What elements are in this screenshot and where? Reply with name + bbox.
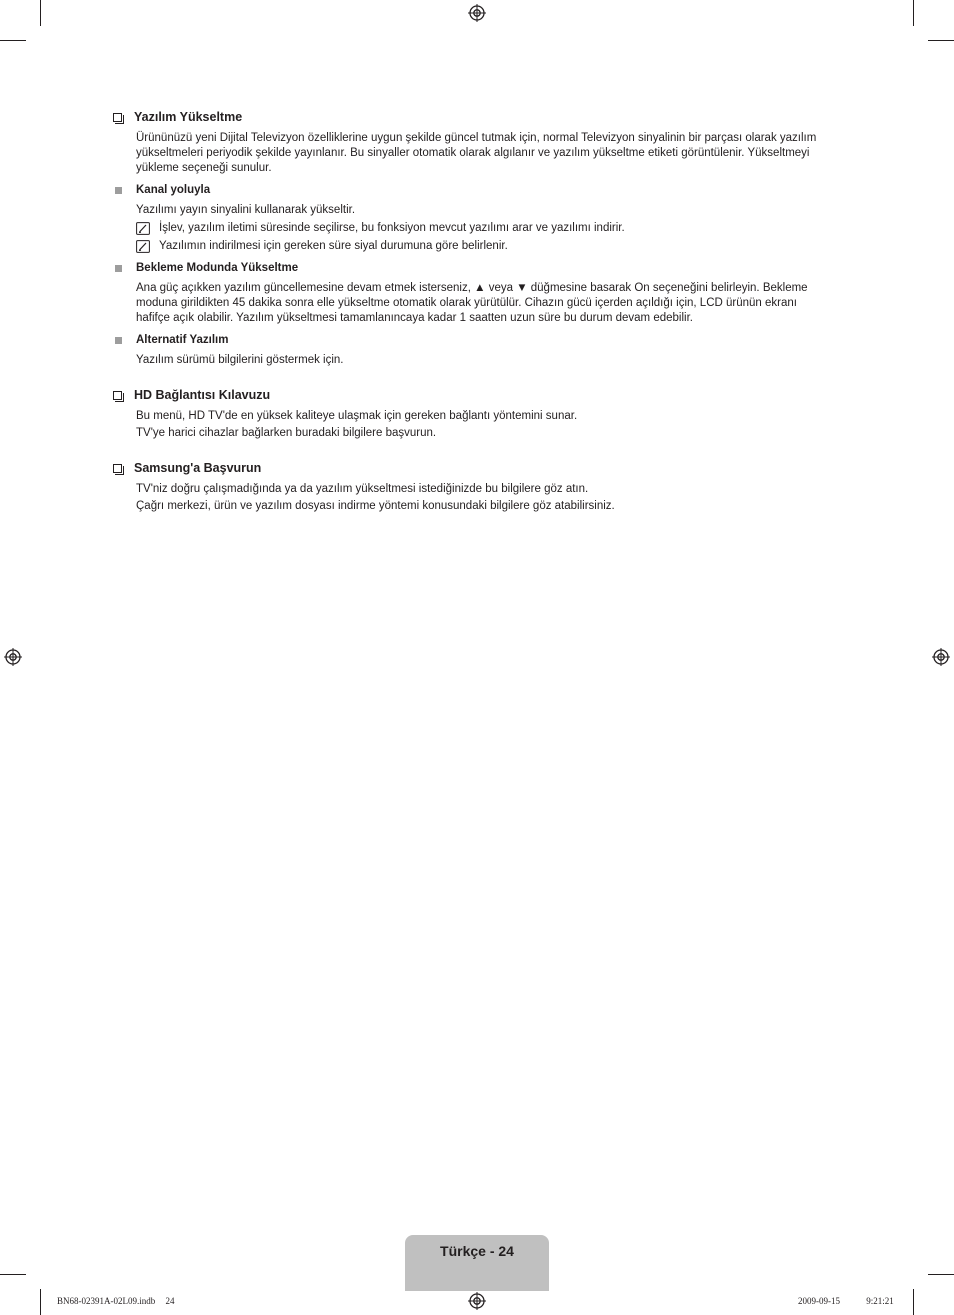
section-heading <box>112 459 832 477</box>
note-pencil-icon <box>136 222 150 235</box>
registration-mark-icon <box>468 1292 486 1310</box>
subsection-channel <box>112 182 832 254</box>
page-number-tab <box>405 1235 549 1291</box>
section-contact-samsung <box>112 459 832 514</box>
section-text: TV'niz doğru çalışmadığında ya da yazılım yükseltmesi istediğinizde bu bilgilere göz atın. <box>136 483 589 495</box>
registration-mark-icon <box>4 648 22 666</box>
note-pencil-icon <box>136 240 150 253</box>
subsection-alternative <box>112 332 832 368</box>
checkbox-square-icon <box>113 113 122 122</box>
print-date: 2009-09-15 <box>798 1296 840 1306</box>
subsection-heading <box>112 182 832 198</box>
crop-mark <box>913 1289 914 1315</box>
subsection-body <box>136 281 832 326</box>
subsection-title: Bekleme Modunda Yükseltme <box>136 262 299 274</box>
section-text: Ürününüzü yeni Dijital Televizyon özelliklerine uygun şekilde güncel tutmak için, normal Televizyon sinyalinin bir parçası olarak yazılım yükseltmeleri periyodik şekilde yayınlanır. Bu sinyaller otomatik olarak algılanır ve yazılım yükseltme etiketi görüntülenir. Yükseltmeyi yükleme seçeneği sunulur. <box>136 132 817 174</box>
gray-square-icon <box>115 337 122 344</box>
section-text: TV'ye harici cihazlar bağlarken buradaki bilgilere başvurun. <box>136 427 437 439</box>
gray-square-icon <box>115 265 122 272</box>
subsection-text: Yazılım sürümü bilgilerini göstermek için. <box>136 354 344 366</box>
section-heading <box>112 108 832 126</box>
registration-mark-icon <box>932 648 950 666</box>
subsection-title: Kanal yoluyla <box>136 184 211 196</box>
section-heading <box>112 386 832 404</box>
print-timestamp <box>798 1296 894 1306</box>
subsection-standby <box>112 260 832 326</box>
crop-mark <box>928 1274 954 1275</box>
page-label: Türkçe - 24 <box>440 1243 514 1259</box>
section-hd-guide <box>112 386 832 441</box>
crop-mark <box>913 0 914 26</box>
file-name: BN68-02391A-02L09.indb <box>57 1296 156 1306</box>
gray-square-icon <box>115 187 122 194</box>
subsection-text: Ana güç açıkken yazılım güncellemesine devam etmek isterseniz, ▲ veya ▼ düğmesine basarak On seçeneğini belirleyin. Bekleme moduna girildikten 45 dakika sonra elle yükseltme otomatik olarak yürütülür. Cihazın gücü içerden açıldığı için, LCD ürünün ekranı hafifçe açık olabilir. Yazılım yükseltmesi tamamlanıncaya kadar 1 saatten uzun süre bu durum devam edebilir. <box>136 282 808 324</box>
crop-mark <box>40 1289 41 1315</box>
section-title: Yazılım Yükseltme <box>134 110 243 124</box>
checkbox-square-icon <box>113 391 122 400</box>
subsection-text: Yazılımı yayın sinyalini kullanarak yükseltir. <box>136 204 356 216</box>
subsection-heading <box>112 332 832 348</box>
section-body <box>136 482 832 514</box>
note-text: Yazılımın indirilmesi için gereken süre siyal durumuna göre belirlenir. <box>159 240 508 252</box>
checkbox-square-icon <box>113 464 122 473</box>
crop-mark <box>928 40 954 41</box>
crop-mark <box>0 40 26 41</box>
file-page: 24 <box>165 1296 175 1306</box>
registration-mark-icon <box>468 4 486 22</box>
section-body <box>136 131 832 176</box>
subsection-title: Alternatif Yazılım <box>136 334 229 346</box>
crop-mark <box>0 1274 26 1275</box>
section-title: Samsung'a Başvurun <box>134 461 262 475</box>
print-time: 9:21:21 <box>866 1296 894 1306</box>
print-file-name <box>57 1296 175 1306</box>
note-text: İşlev, yazılım iletimi süresinde seçilirse, bu fonksiyon mevcut yazılımı arar ve yazılımı indirir. <box>159 222 625 234</box>
note <box>136 221 832 236</box>
note <box>136 239 832 254</box>
section-text: Çağrı merkezi, ürün ve yazılım dosyası indirme yöntemi konusundaki bilgilere göz atabilirsiniz. <box>136 500 615 512</box>
subsection-body <box>136 203 832 254</box>
crop-mark <box>40 0 41 26</box>
manual-content <box>112 108 832 532</box>
subsection-body <box>136 353 832 368</box>
subsection-heading <box>112 260 832 276</box>
section-title: HD Bağlantısı Kılavuzu <box>134 388 271 402</box>
section-software-upgrade <box>112 108 832 368</box>
section-text: Bu menü, HD TV'de en yüksek kaliteye ulaşmak için gereken bağlantı yöntemini sunar. <box>136 410 578 422</box>
section-body <box>136 409 832 441</box>
